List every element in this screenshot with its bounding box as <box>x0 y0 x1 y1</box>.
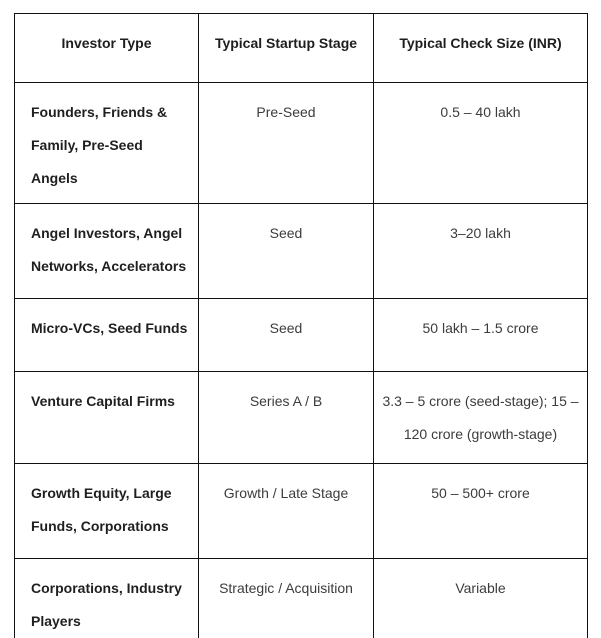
check-size-cell: 3–20 lakh <box>374 204 588 299</box>
column-header-startup-stage: Typical Startup Stage <box>199 14 374 83</box>
startup-stage-cell: Growth / Late Stage <box>199 464 374 559</box>
check-size-cell: 50 lakh – 1.5 crore <box>374 299 588 372</box>
startup-stage-cell: Pre-Seed <box>199 83 374 204</box>
investor-type-cell: Corporations, Industry Players <box>15 559 199 638</box>
table-row <box>15 204 588 299</box>
column-header-check-size: Typical Check Size (INR) <box>374 14 588 83</box>
check-size-cell: 3.3 – 5 crore (seed-stage); 15 – 120 crore (growth-stage) <box>374 372 588 464</box>
table-row <box>15 372 588 464</box>
header-row <box>15 14 588 83</box>
investor-type-cell: Angel Investors, Angel Networks, Accelerators <box>15 204 199 299</box>
investor-type-cell: Growth Equity, Large Funds, Corporations <box>15 464 199 559</box>
table-row <box>15 83 588 204</box>
check-size-cell: 50 – 500+ crore <box>374 464 588 559</box>
startup-stage-cell: Series A / B <box>199 372 374 464</box>
table-row <box>15 299 588 372</box>
table-row <box>15 559 588 638</box>
startup-stage-cell: Seed <box>199 204 374 299</box>
check-size-cell: 0.5 – 40 lakh <box>374 83 588 204</box>
table-row <box>15 464 588 559</box>
check-size-cell: Variable <box>374 559 588 638</box>
investor-funding-table <box>14 13 588 638</box>
column-header-investor-type: Investor Type <box>15 14 199 83</box>
startup-stage-cell: Seed <box>199 299 374 372</box>
investor-type-cell: Venture Capital Firms <box>15 372 199 464</box>
startup-stage-cell: Strategic / Acquisition <box>199 559 374 638</box>
investor-type-cell: Micro-VCs, Seed Funds <box>15 299 199 372</box>
investor-type-cell: Founders, Friends & Family, Pre-Seed Angels <box>15 83 199 204</box>
